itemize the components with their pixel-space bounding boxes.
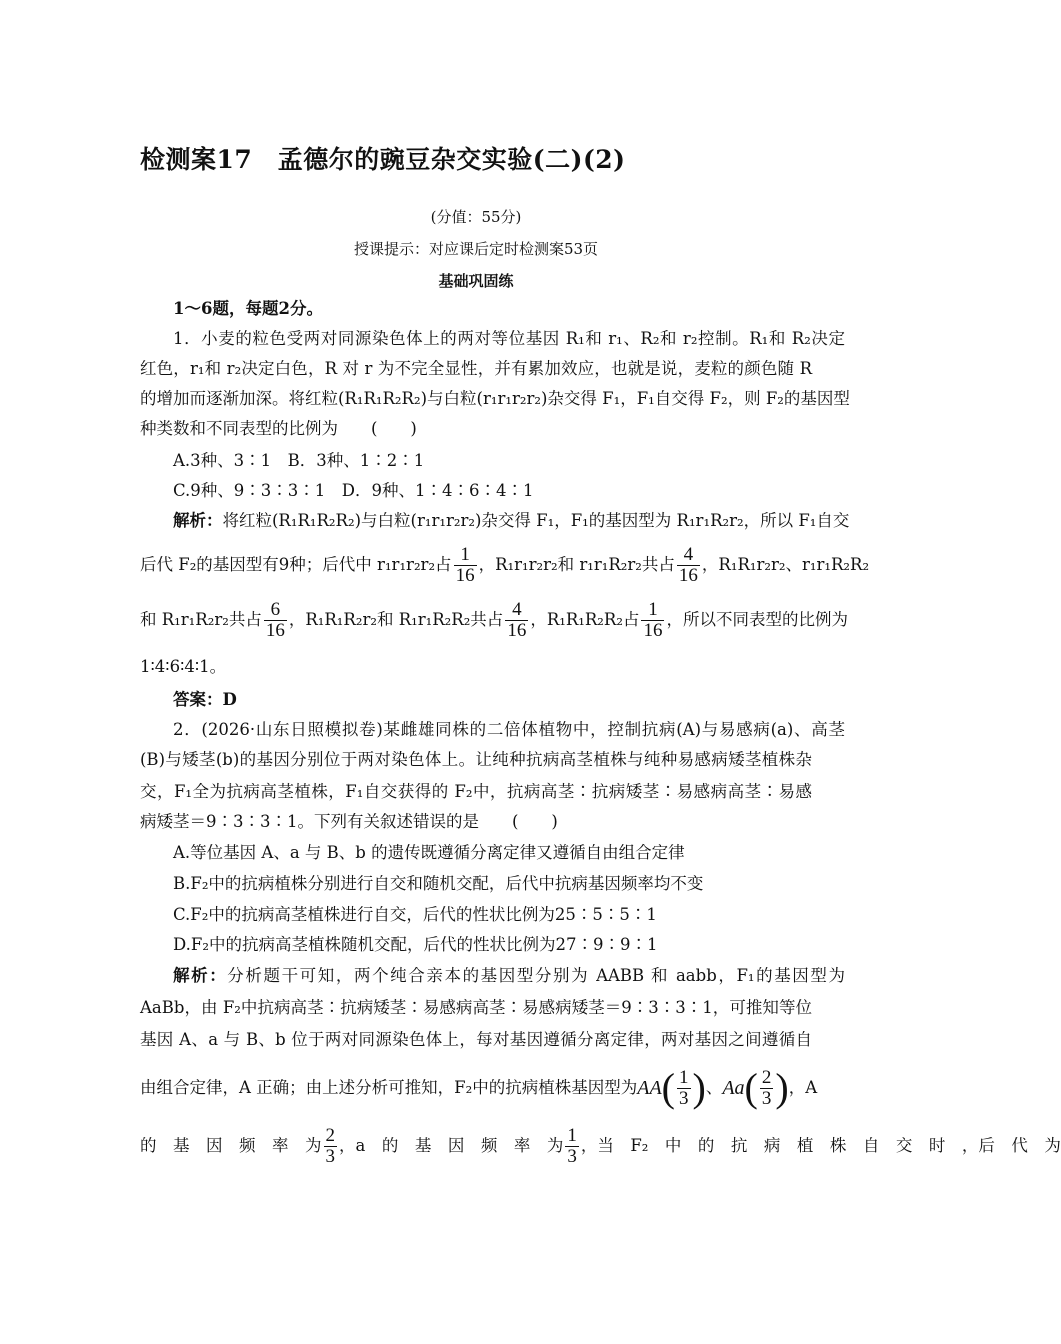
q1-analysis-line-3 xyxy=(140,598,848,641)
q1-stem-line-3: 的增加而逐渐加深。将红粒(R₁R₁R₂R₂)与白粒(r₁r₁r₂r₂)杂交得 F₁，F₁自交得 F₂，则 F₂的基因型 xyxy=(140,389,850,408)
q1-options-cd: C.9种、9∶3∶3∶1 D．9种、1∶4∶6∶4∶1 xyxy=(173,481,534,500)
q2-option-a: A.等位基因 A、a 与 B、b 的遗传既遵循分离定律又遵循自由组合定律 xyxy=(173,843,685,862)
analysis-label: 解析： xyxy=(173,966,228,985)
score-note: (分值：55分) xyxy=(430,208,522,226)
q1-analysis-line-4: 1∶4∶6∶4∶1。 xyxy=(140,657,227,676)
q2-analysis-text-4a: 由组合定律，A 正确；由上述分析可推知，F₂中的抗病植株基因型为 xyxy=(140,1078,638,1097)
fraction-A-freq: $\frac{2}{3}$ xyxy=(325,1124,335,1167)
page-title: 检测案17 孟德尔的豌豆杂交实验(二)(2) xyxy=(140,145,626,174)
q1-analysis-text-3d: ，所以不同表型的比例为 xyxy=(666,610,848,629)
genotype-Aa: Aa xyxy=(722,1077,745,1099)
q1-stem-line-4: 种类数和不同表型的比例为 ( ) xyxy=(140,419,417,438)
q2-stem-line-1: 2．(2026·山东日照模拟卷)某雌雄同株的二倍体植物中，控制抗病(A)与易感病(a)、高茎 xyxy=(173,720,845,739)
genotype-AA: AA xyxy=(637,1077,662,1099)
q1-analysis-text-3b: ，R₁R₁R₂r₂和 R₁r₁R₂R₂共占 xyxy=(288,610,504,629)
fraction-1-16b: $\frac{1}{16}$ xyxy=(643,598,663,641)
q2-analysis-text-5b: ，a 的 基 因 频 率 为 xyxy=(339,1136,564,1155)
q2-analysis-text-1: 分析题干可知，两个纯合亲本的基因型分别为 AABB 和 aabb，F₁的基因型为 xyxy=(227,966,845,985)
fraction-a-freq: $\frac{1}{3}$ xyxy=(567,1124,577,1167)
q1-answer: 答案：D xyxy=(173,690,237,709)
q2-analysis-line-2: AaBb，由 F₂中抗病高茎∶抗病矮茎∶易感病高茎∶易感病矮茎＝9∶3∶3∶1，可推知等位 xyxy=(140,998,812,1017)
q1-analysis-text-1: 将红粒(R₁R₁R₂R₂)与白粒(r₁r₁r₂r₂)杂交得 F₁，F₁的基因型为 R₁r₁R₂r₂，所以 F₁自交 xyxy=(222,511,850,530)
q2-analysis-text-5c: ，当 F₂ 中 的 抗 病 植 株 自 交 时 ，后 代 为 xyxy=(580,1136,1061,1155)
fraction-AA-1-3: $\frac{1}{3}$ xyxy=(679,1066,689,1109)
q1-analysis-text-3a: 和 R₁r₁R₂r₂共占 xyxy=(140,610,262,629)
q2-analysis-text-5a: 的 基 因 频 率 为 xyxy=(140,1136,322,1155)
q1-analysis-text-3c: ，R₁R₁R₂R₂占 xyxy=(530,610,640,629)
q1-analysis-text-2c: ，R₁R₁r₂r₂、r₁r₁R₂R₂ xyxy=(701,555,870,574)
instructions: 1～6题，每题2分。 xyxy=(173,299,323,318)
q2-option-c: C.F₂中的抗病高茎植株进行自交，后代的性状比例为25∶5∶5∶1 xyxy=(173,905,657,924)
q2-analysis-line-4: 由组合定律，A 正确；由上述分析可推知，F₂中的抗病植株基因型为 AA ( $\frac{1}{3}$ ) 、 Aa ( $\frac{2}{3}$ ) ，A xyxy=(140,1065,818,1110)
q2-option-d: D.F₂中的抗病高茎植株随机交配，后代的性状比例为27∶9∶9∶1 xyxy=(173,935,658,954)
q2-stem-line-4: 病矮茎＝9∶3∶3∶1。下列有关叙述错误的是 ( ) xyxy=(140,812,558,831)
q1-analysis-text-2a: 后代 F₂的基因型有9种；后代中 r₁r₁r₂r₂占 xyxy=(140,555,452,574)
q2-stem-line-2: (B)与矮茎(b)的基因分别位于两对染色体上。让纯种抗病高茎植株与纯种易感病矮茎植株杂 xyxy=(140,750,812,769)
section-heading: 基础巩固练 xyxy=(438,272,514,290)
fraction-1-16: $\frac{1}{16}$ xyxy=(455,543,475,586)
fraction-4-16b: $\frac{4}{16}$ xyxy=(507,598,527,641)
q2-analysis-line-5 xyxy=(140,1124,1061,1167)
q1-options-ab: A.3种、3∶1 B．3种、1∶2∶1 xyxy=(173,451,425,470)
q2-analysis-line-3: 基因 A、a 与 B、b 位于两对同源染色体上，每对基因遵循分离定律，两对基因之间遵循自 xyxy=(140,1030,812,1049)
analysis-label: 解析： xyxy=(173,511,223,530)
q1-analysis-line-1 xyxy=(140,511,850,531)
fraction-4-16: $\frac{4}{16}$ xyxy=(678,543,698,586)
lesson-hint: 授课提示：对应课后定时检测案53页 xyxy=(353,240,599,258)
fraction-6-16: $\frac{6}{16}$ xyxy=(265,598,285,641)
q1-stem-line-1: 1．小麦的粒色受两对同源染色体上的两对等位基因 R₁和 r₁、R₂和 r₂控制。R₁和 R₂决定 xyxy=(173,329,845,348)
q2-option-b: B.F₂中的抗病植株分别进行自交和随机交配，后代中抗病基因频率均不变 xyxy=(173,874,704,893)
fraction-Aa-2-3: $\frac{2}{3}$ xyxy=(761,1066,772,1109)
q1-stem-line-2: 红色，r₁和 r₂决定白色，R 对 r 为不完全显性，并有累加效应，也就是说，麦粒的颜色随 R xyxy=(140,359,812,378)
q1-analysis-line-2 xyxy=(140,543,870,586)
q2-analysis-text-4b: ，A xyxy=(788,1078,818,1097)
q2-stem-line-3: 交，F₁全为抗病高茎植株，F₁自交获得的 F₂中，抗病高茎∶抗病矮茎∶易感病高茎∶易感 xyxy=(140,782,812,801)
q2-analysis-line-1 xyxy=(140,966,845,986)
q1-analysis-text-2b: ，R₁r₁r₂r₂和 r₁r₁R₂r₂共占 xyxy=(478,555,675,574)
